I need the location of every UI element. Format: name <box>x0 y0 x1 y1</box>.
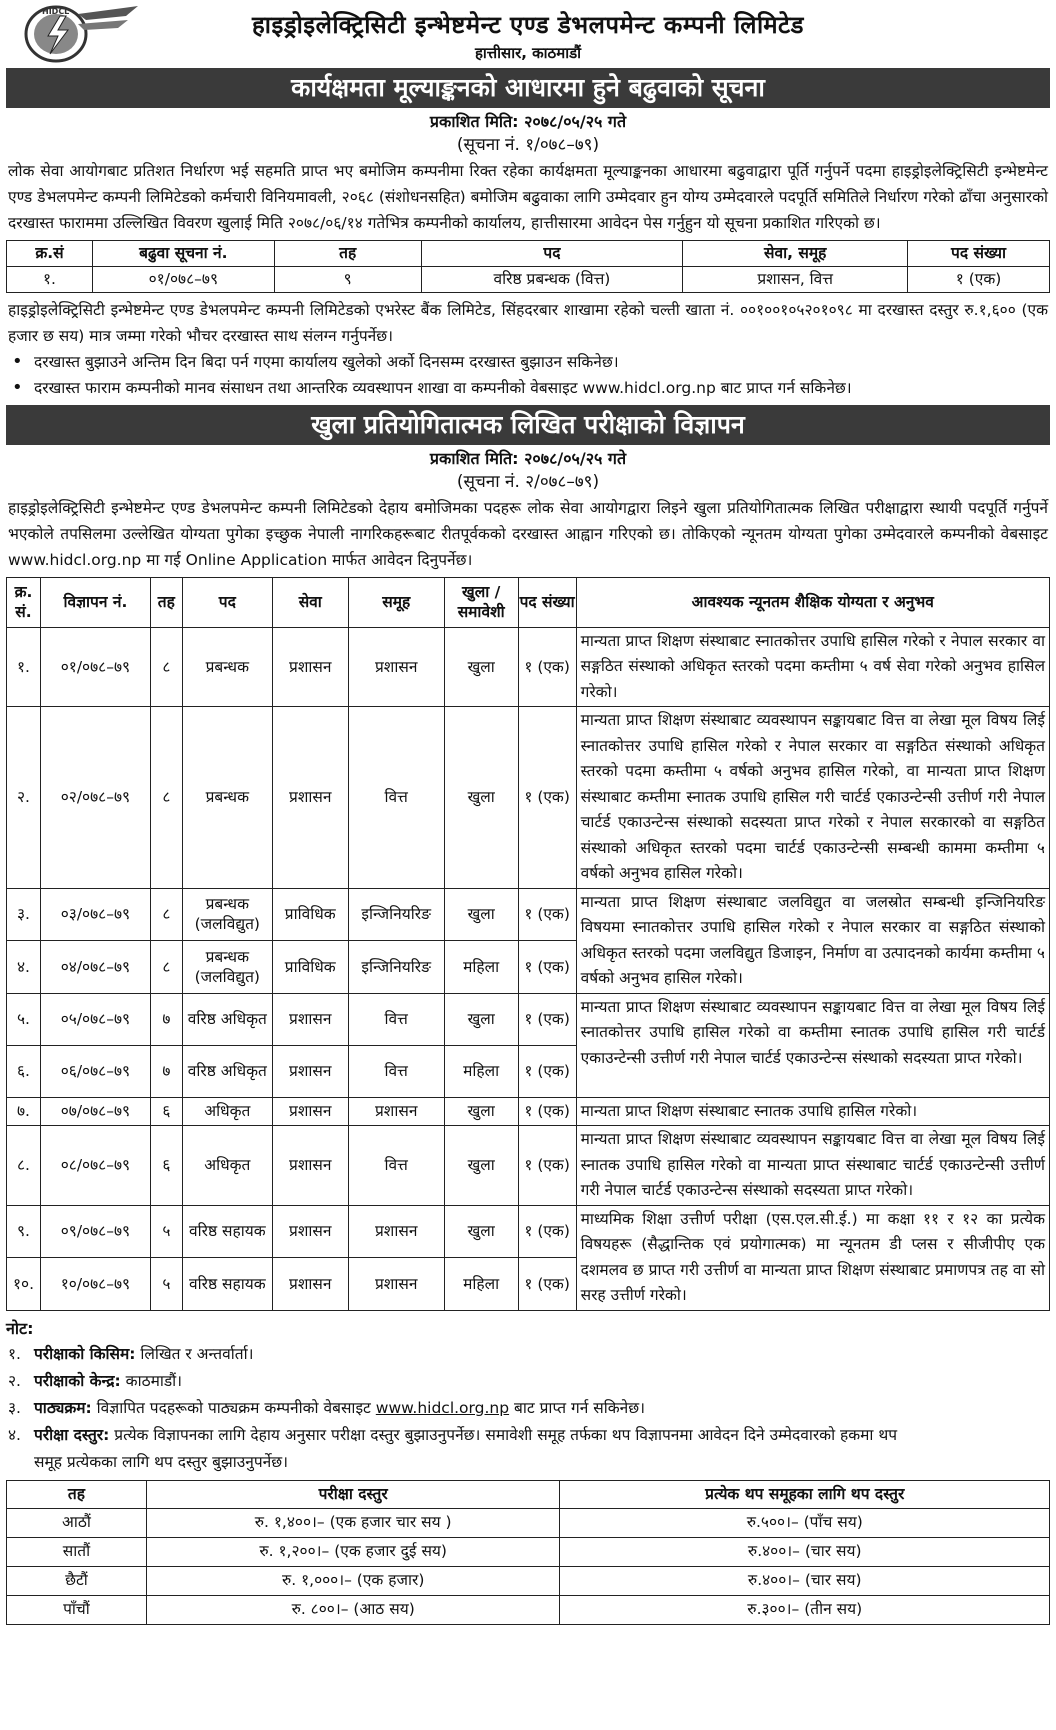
col-level: तह <box>274 240 421 266</box>
col-group: समूह <box>348 577 444 627</box>
note-continuation: समूह प्रत्येकका लागि थप दस्तुर बुझाउनुपर्नेछ। <box>34 1452 288 1471</box>
cell-promotion-no: ०१/०७८–७९ <box>92 266 274 292</box>
cell-post: वरिष्ठ अधिकृत <box>182 993 272 1045</box>
cell-post-count: १ (एक) <box>518 1126 576 1206</box>
cell-open-inclusive: महिला <box>444 1258 518 1311</box>
col-additional-fee: प्रत्येक थप समूहका लागि थप दस्तुर <box>560 1480 1050 1508</box>
cell-group: वित्त <box>348 1126 444 1206</box>
cell-ad-no: ०३/०७८–७९ <box>40 888 150 941</box>
note-label: परीक्षाको केन्द्र: <box>34 1371 121 1390</box>
cell-level: ८ <box>150 941 182 994</box>
fee-table <box>6 1480 1050 1625</box>
cell-service: प्रशासन <box>272 1097 348 1126</box>
cell-sn: १०. <box>7 1258 41 1311</box>
cell-level: ५ <box>150 1258 182 1311</box>
cell-level: ८ <box>150 888 182 941</box>
account-instructions: हाइड्रोइलेक्ट्रिसिटी इन्भेष्टमेन्ट एण्ड डेभलपमेन्ट कम्पनी लिमिटेडको एभरेस्ट बैंक लिमिटेड, सिंहदरबार शाखामा रहेको चल्ती खाता नं. ००१००१०५२०१०९८ मा दरखास्त दस्तुर रु.१,६०० (एक हजार छ सय) मात्र जम्मा गरेको भौचर दरखास्त साथ संलग्न गर्नुपर्नेछ। <box>8 300 1048 345</box>
cell-post-count: १ (एक) <box>518 993 576 1045</box>
cell-ad-no: ०८/०७८–७९ <box>40 1126 150 1206</box>
notice1-body: लोक सेवा आयोगबाट प्रतिशत निर्धारण भई सहमति प्राप्त भए बमोजिम कम्पनीमा रिक्त रहेका कार्यक्षमता मूल्याङ्कनका आधारमा बढुवाद्वारा पूर्ति गर्नुपर्ने पदमा हाइड्रोइलेक्ट्रिसिटी इन्भेष्टमेन्ट एण्ड डेभलपमेन्ट कम्पनी लिमिटेडको कर्मचारी विनियमावली, २०६८ (संशोधनसहित) बमोजिम बढुवाका लागि उम्मेदवार हुन योग्य उम्मेदवारले पदपूर्ति समितिले निर्धारण गरेको ढाँचा अनुसारको दरखास्त फाराममा उल्लिखित विवरण खुलाई मिति २०७८/०६/१४ गतेभित्र कम्पनीको कार्यालय, हात्तीसारमा आवेदन पेस गर्नुहुन यो सूचना प्रकाशित गरिएको छ। <box>8 161 1048 232</box>
cell-post-count: १ (एक) <box>518 627 576 707</box>
cell-post: प्रबन्धक (जलविद्युत) <box>182 941 272 994</box>
note-label: पाठ्यक्रम: <box>34 1398 92 1417</box>
cell-service: प्रशासन <box>272 1258 348 1311</box>
cell-post: वरिष्ठ अधिकृत <box>182 1045 272 1097</box>
notice2-body: हाइड्रोइलेक्ट्रिसिटी इन्भेष्टमेन्ट एण्ड डेभलपमेन्ट कम्पनी लिमिटेडको देहाय बमोजिमका पदहरू लोक सेवा आयोगद्वारा लिइने खुला प्रतियोगितात्मक लिखित परीक्षाद्वारा स्थायी पदपूर्ति गर्नुपर्ने भएकोले तपसिलमा उल्लेखित योग्यता पुगेका इच्छुक नेपाली नागरिकहरूबाट रीतपूर्वकको दरखास्त आह्वान गरिएको छ। तोकिएको न्यूनतम योग्यता पुगेका उम्मेदवारले कम्पनीको वेबसाइट www.hidcl.org.np मा गई Online Application मार्फत आवेदन दिनुपर्नेछ। <box>8 498 1048 569</box>
table-row <box>7 1205 1050 1258</box>
cell-post: प्रबन्धक <box>182 627 272 707</box>
cell-sn: २. <box>7 707 41 889</box>
cell-level: ६ <box>150 1126 182 1206</box>
cell-post-count: १ (एक) <box>518 1258 576 1311</box>
cell-group: प्रशासन <box>348 1097 444 1126</box>
cell-service-group: प्रशासन, वित्त <box>683 266 908 292</box>
cell-open-inclusive: खुला <box>444 1126 518 1206</box>
cell-sn: ३. <box>7 888 41 941</box>
note-number: ३. <box>8 1398 21 1417</box>
cell-sn: १. <box>7 627 41 707</box>
cell-service: प्राविधिक <box>272 888 348 941</box>
cell-sn: ८. <box>7 1126 41 1206</box>
hidcl-logo-icon <box>8 4 140 64</box>
cell-post-count: १ (एक) <box>518 707 576 889</box>
cell-qualification: माध्यमिक शिक्षा उत्तीर्ण परीक्षा (एस.एल.सी.ई.) मा कक्षा ११ र १२ का प्रत्येक विषयहरू (सैद्धान्तिक एवं प्रयोगात्मक) मा न्यूनतम डी प्लस र सीजीपीए एक दशमलव छ प्राप्त गरी उत्तीर्ण वा मान्यता प्राप्त शिक्षण संस्थाबाट प्रमाणपत्र तह वा सो सरह उत्तीर्ण गरेको। <box>576 1205 1049 1310</box>
company-address: हात्तीसार, काठमाडौं <box>474 43 582 62</box>
cell-post: वरिष्ठ सहायक <box>182 1205 272 1258</box>
table-row <box>7 266 1050 292</box>
cell-ad-no: ०७/०७८–७९ <box>40 1097 150 1126</box>
bullet-item: • दरखास्त बुझाउने अन्तिम दिन बिदा पर्न गएमा कार्यालय खुलेको अर्को दिनसम्म दरखास्त बुझाउन सकिनेछ। <box>8 349 1050 375</box>
cell-level: ६ <box>150 1097 182 1126</box>
cell-qualification: मान्यता प्राप्त शिक्षण संस्थाबाट स्नातक उपाधि हासिल गरेको। <box>576 1097 1049 1126</box>
note-text: विज्ञापित पदहरूको पाठ्यक्रम कम्पनीको वेबसाइट <box>91 1398 376 1417</box>
notice1-bullets <box>6 349 1050 401</box>
table-row <box>7 1566 1050 1595</box>
note-item <box>6 1395 1050 1422</box>
cell-service: प्रशासन <box>272 627 348 707</box>
cell-qualification: मान्यता प्राप्त शिक्षण संस्थाबाट व्यवस्थापन सङ्कायबाट वित्त वा लेखा मूल विषय लिई स्नातकोत्तर उपाधि हासिल गरेको र नेपाल सरकार वा सङ्गठित संस्थाको अधिकृत स्तरको पदमा कम्तीमा ५ वर्षको अनुभव हासिल गरेको, वा मान्यता प्राप्त शिक्षण संस्थाबाट कम्तीमा स्नातक उपाधि हासिल गरी चार्टर्ड एकाउन्टेन्सी उत्तीर्ण गरी नेपाल चार्टर्ड एकाउन्टेन्स संस्थाको सदस्यता प्राप्त गरेको र नेपाल सरकारको वा सङ्गठित संस्थाको अधिकृत स्तरको पदमा चार्टर्ड एकाउन्टेन्सी सम्बन्धी काममा कम्तीमा ५ वर्षको अनुभव हासिल गरेको। <box>576 707 1049 889</box>
cell-open-inclusive: खुला <box>444 707 518 889</box>
cell-ad-no: १०/०७८–७९ <box>40 1258 150 1311</box>
cell-additional-fee: रु.४००।– (चार सय) <box>560 1537 1050 1566</box>
col-post: पद <box>182 577 272 627</box>
website-link[interactable]: www.hidcl.org.np <box>375 1398 510 1417</box>
cell-group: वित्त <box>348 707 444 889</box>
table-row <box>7 888 1050 941</box>
cell-qualification: मान्यता प्राप्त शिक्षण संस्थाबाट व्यवस्थापन सङ्कायबाट वित्त वा लेखा मूल विषय लिई स्नातकोत्तर उपाधि हासिल गरेको वा कम्तीमा स्नातक उपाधि हासिल गरी चार्टर्ड एकाउन्टेन्सी उत्तीर्ण गरी नेपाल चार्टर्ड एकाउन्टेन्स संस्थाको सदस्यता प्राप्त गरेको। <box>576 993 1049 1097</box>
cell-sn: ९. <box>7 1205 41 1258</box>
col-sn: क्र.सं <box>7 240 93 266</box>
cell-service: प्रशासन <box>272 993 348 1045</box>
cell-level: आठौं <box>7 1508 147 1537</box>
table-row <box>7 1537 1050 1566</box>
col-sn: क्र. सं. <box>7 577 41 627</box>
cell-additional-fee: रु.५००।– (पाँच सय) <box>560 1508 1050 1537</box>
cell-level: ९ <box>274 266 421 292</box>
col-open-inclusive: खुला /समावेशी <box>444 577 518 627</box>
cell-sn: ७. <box>7 1097 41 1126</box>
note-text: प्रत्येक विज्ञापनका लागि देहाय अनुसार परीक्षा दस्तुर बुझाउनुपर्नेछ। समावेशी समूह तर्फका थप विज्ञापनमा आवेदन दिने उम्मेदवारको हकमा थप <box>109 1425 898 1444</box>
col-post: पद <box>421 240 683 266</box>
note-number: १. <box>8 1344 21 1363</box>
cell-exam-fee: रु. १,२००।– (एक हजार दुई सय) <box>146 1537 560 1566</box>
cell-open-inclusive: खुला <box>444 1097 518 1126</box>
cell-ad-no: ०५/०७८–७९ <box>40 993 150 1045</box>
cell-level: ५ <box>150 1205 182 1258</box>
notice1-title: कार्यक्षमता मूल्याङ्कनको आधारमा हुने बढुवाको सूचना <box>6 68 1050 108</box>
notice1-number: (सूचना नं. १/०७८–७९) <box>456 135 600 156</box>
bullet-item: • दरखास्त फाराम कम्पनीको मानव संसाधन तथा आन्तरिक व्यवस्थापन शाखा वा कम्पनीको वेबसाइट www.hidcl.org.np बाट प्राप्त गर्न सकिनेछ। <box>8 375 1050 401</box>
cell-post: प्रबन्धक (जलविद्युत) <box>182 888 272 941</box>
letterhead <box>6 4 1050 66</box>
cell-level: सातौं <box>7 1537 147 1566</box>
cell-post-count: १ (एक) <box>518 888 576 941</box>
notice2-number: (सूचना नं. २/०७८–७९) <box>456 472 600 493</box>
cell-ad-no: ०६/०७८–७९ <box>40 1045 150 1097</box>
cell-open-inclusive: खुला <box>444 993 518 1045</box>
cell-post: वरिष्ठ सहायक <box>182 1258 272 1311</box>
cell-open-inclusive: महिला <box>444 1045 518 1097</box>
notice2-title: खुला प्रतियोगितात्मक लिखित परीक्षाको विज्ञापन <box>6 405 1050 445</box>
promotion-table-header <box>7 240 1050 266</box>
cell-ad-no: ०४/०७८–७९ <box>40 941 150 994</box>
table-row <box>7 627 1050 707</box>
cell-qualification: मान्यता प्राप्त शिक्षण संस्थाबाट व्यवस्थापन सङ्कायबाट वित्त वा लेखा मूल विषय लिई स्नातक उपाधि हासिल गरेको वा मान्यता प्राप्त संस्थाबाट चार्टर्ड एकाउन्टेन्सी उत्तीर्ण गरी नेपाल चार्टर्ड एकाउन्टेन्स संस्थाको सदस्यता प्राप्त गरेको। <box>576 1126 1049 1206</box>
cell-post: प्रबन्धक <box>182 707 272 889</box>
cell-service: प्रशासन <box>272 1126 348 1206</box>
notes-section <box>6 1317 1050 1476</box>
cell-ad-no: ०९/०७८–७९ <box>40 1205 150 1258</box>
cell-sn: १. <box>7 266 93 292</box>
cell-service: प्रशासन <box>272 1045 348 1097</box>
table-row <box>7 1508 1050 1537</box>
cell-open-inclusive: खुला <box>444 888 518 941</box>
col-service: सेवा <box>272 577 348 627</box>
notes-title: नोट: <box>6 1318 34 1338</box>
cell-exam-fee: रु. ८००।– (आठ सय) <box>146 1595 560 1624</box>
cell-post-count: १ (एक) <box>518 1045 576 1097</box>
cell-ad-no: ०१/०७८–७९ <box>40 627 150 707</box>
note-item <box>6 1368 1050 1395</box>
cell-ad-no: ०२/०७८–७९ <box>40 707 150 889</box>
note-number: २. <box>8 1371 21 1390</box>
notice1-published-date: प्रकाशित मिति: २०७८/०५/२५ गते <box>429 112 627 131</box>
vacancy-table <box>6 577 1050 1311</box>
table-row <box>7 1595 1050 1624</box>
note-number: ४. <box>8 1425 21 1444</box>
table-row <box>7 1126 1050 1206</box>
cell-level: ८ <box>150 627 182 707</box>
col-level: तह <box>150 577 182 627</box>
cell-sn: ४. <box>7 941 41 994</box>
col-qualification: आवश्यक न्यूनतम शैक्षिक योग्यता र अनुभव <box>576 577 1049 627</box>
cell-level: ८ <box>150 707 182 889</box>
col-ad-no: विज्ञापन नं. <box>40 577 150 627</box>
col-service-group: सेवा, समूह <box>683 240 908 266</box>
note-text: बाट प्राप्त गर्न सकिनेछ। <box>509 1398 645 1417</box>
cell-group: वित्त <box>348 993 444 1045</box>
vacancy-table-header <box>7 577 1050 627</box>
note-item <box>6 1341 1050 1368</box>
promotion-table <box>6 240 1050 293</box>
cell-level: ७ <box>150 993 182 1045</box>
cell-service: प्राविधिक <box>272 941 348 994</box>
cell-open-inclusive: महिला <box>444 941 518 994</box>
cell-post-count: १ (एक) <box>908 266 1050 292</box>
cell-sn: ५. <box>7 993 41 1045</box>
company-name: हाइड्रोइलेक्ट्रिसिटी इन्भेष्टमेन्ट एण्ड डेभलपमेन्ट कम्पनी लिमिटेड <box>252 11 804 39</box>
cell-exam-fee: रु. १,०००।– (एक हजार) <box>146 1566 560 1595</box>
cell-post-count: १ (एक) <box>518 1205 576 1258</box>
note-text: लिखित र अन्तर्वार्ता। <box>135 1344 254 1363</box>
cell-level: ७ <box>150 1045 182 1097</box>
cell-sn: ६. <box>7 1045 41 1097</box>
notice2-published-date: प्रकाशित मिति: २०७८/०५/२५ गते <box>429 448 627 468</box>
cell-additional-fee: रु.४००।– (चार सय) <box>560 1566 1050 1595</box>
col-post-count: पद संख्या <box>518 577 576 627</box>
cell-exam-fee: रु. १,४००।– (एक हजार चार सय ) <box>146 1508 560 1537</box>
cell-open-inclusive: खुला <box>444 1205 518 1258</box>
cell-post: अधिकृत <box>182 1126 272 1206</box>
cell-post-count: १ (एक) <box>518 1097 576 1126</box>
cell-post-count: १ (एक) <box>518 941 576 994</box>
cell-qualification: मान्यता प्राप्त शिक्षण संस्थाबाट जलविद्युत वा जलस्रोत सम्बन्धी इन्जिनियरिङ विषयमा स्नातकोत्तर उपाधि हासिल गरेको र नेपाल सरकार वा सङ्गठित संस्थाको अधिकृत स्तरको पदमा जलविद्युत डिजाइन, निर्माण वा उत्पादनको कार्यमा कम्तीमा ५ वर्षको अनुभव हासिल गरेको। <box>576 888 1049 993</box>
col-level: तह <box>7 1480 147 1508</box>
cell-post: वरिष्ठ प्रबन्धक (वित्त) <box>421 266 683 292</box>
col-promotion-no: बढुवा सूचना नं. <box>92 240 274 266</box>
col-exam-fee: परीक्षा दस्तुर <box>146 1480 560 1508</box>
cell-group: इन्जिनियरिङ <box>348 941 444 994</box>
col-post-count: पद संख्या <box>908 240 1050 266</box>
cell-open-inclusive: खुला <box>444 627 518 707</box>
note-item <box>6 1422 1050 1449</box>
cell-level: पाँचौं <box>7 1595 147 1624</box>
cell-group: वित्त <box>348 1045 444 1097</box>
cell-group: प्रशासन <box>348 627 444 707</box>
note-text: काठमाडौं। <box>120 1371 183 1390</box>
cell-post: अधिकृत <box>182 1097 272 1126</box>
table-row <box>7 993 1050 1045</box>
cell-service: प्रशासन <box>272 707 348 889</box>
cell-group: प्रशासन <box>348 1205 444 1258</box>
cell-service: प्रशासन <box>272 1205 348 1258</box>
cell-group: प्रशासन <box>348 1258 444 1311</box>
fee-table-header <box>7 1480 1050 1508</box>
cell-level: छैटौं <box>7 1566 147 1595</box>
note-label: परीक्षाको किसिम: <box>34 1344 136 1363</box>
cell-qualification: मान्यता प्राप्त शिक्षण संस्थाबाट स्नातकोत्तर उपाधि हासिल गरेको र नेपाल सरकार वा सङ्गठित संस्थाको अधिकृत स्तरको पदमा कम्तीमा ५ वर्ष सेवा गरेको अनुभव हासिल गरेको। <box>576 627 1049 707</box>
note-label: परीक्षा दस्तुर: <box>34 1425 110 1444</box>
logo-text: HIDCL <box>42 7 70 16</box>
cell-group: इन्जिनियरिङ <box>348 888 444 941</box>
cell-additional-fee: रु.३००।– (तीन सय) <box>560 1595 1050 1624</box>
table-row <box>7 1097 1050 1126</box>
table-row <box>7 707 1050 889</box>
